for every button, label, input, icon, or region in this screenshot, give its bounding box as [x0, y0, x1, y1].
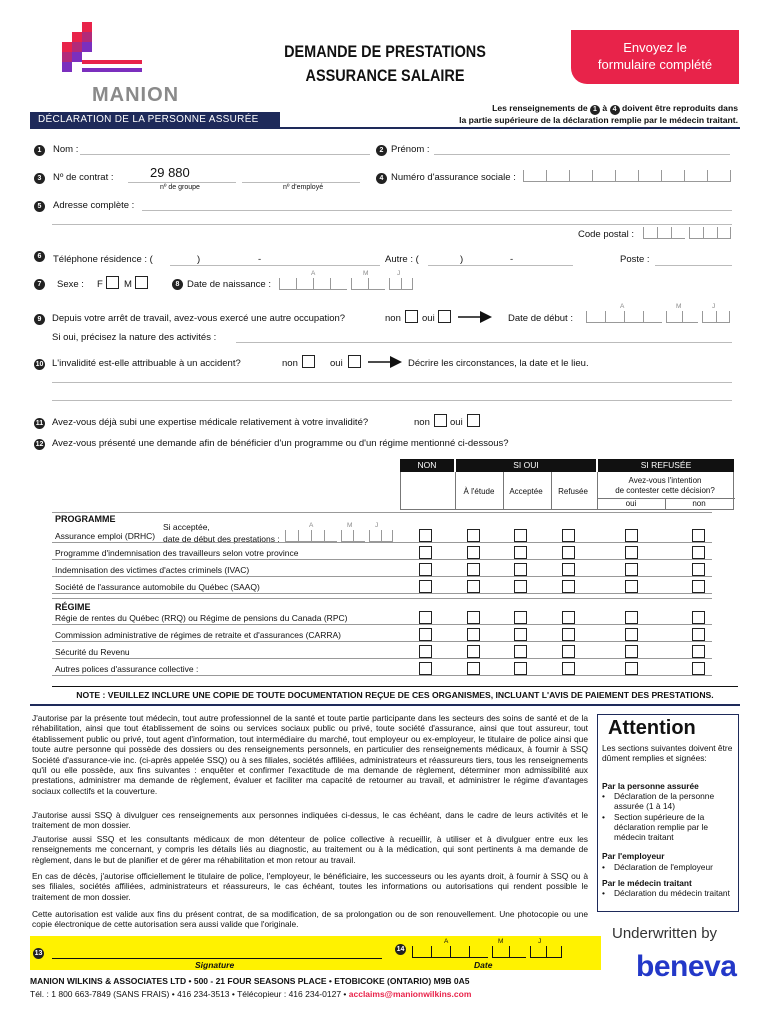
contrat-label: Nº de contrat :	[53, 172, 114, 183]
table-checkbox-etude[interactable]	[467, 628, 480, 641]
footer-contact	[30, 989, 471, 999]
contrat-value: 29 880	[150, 165, 190, 180]
table-checkbox-contest-oui[interactable]	[625, 529, 638, 542]
date-m: M	[498, 938, 504, 945]
regime-rule	[52, 598, 712, 599]
manion-wordmark: MANION	[92, 84, 180, 106]
nom-label: Nom :	[53, 144, 79, 155]
tel-field[interactable]	[170, 265, 380, 266]
table-checkbox-etude[interactable]	[467, 611, 480, 624]
auth-para-2: J'autorise aussi SSQ à divulguer ces renseignements aux personnes indiquées ci-dessus, le cas échéant, dans le cadre de leurs activités et le traitement de mon dossier.	[32, 810, 588, 831]
table-row	[52, 559, 712, 560]
attention-s2a: Déclaration de l'employeur	[614, 862, 713, 872]
date-debut-label: Date de début :	[508, 313, 573, 324]
table-row	[52, 542, 712, 543]
tel-dash: -	[258, 254, 262, 265]
table-checkbox-contest-non[interactable]	[692, 662, 705, 675]
send-form-banner	[571, 30, 739, 84]
sexe-f-label: F	[97, 279, 103, 290]
form-title-line1: DEMANDE DE PRESTATIONS	[284, 42, 486, 61]
section-rule	[30, 127, 740, 129]
q11-label: Avez-vous déjà subi une expertise médicale relativement à votre invalidité?	[52, 417, 369, 428]
table-checkbox-refusee[interactable]	[562, 563, 575, 576]
note-text: NOTE : VEUILLEZ INCLURE UNE COPIE DE TOUTE DOCUMENTATION REÇUE DE CES ORGANISMES, INCLUANT L'AVIS DE PAIEMENT DES PRESTATIONS.	[76, 690, 714, 700]
table-checkbox-non[interactable]	[419, 580, 432, 593]
q9-non-label: non	[385, 313, 401, 324]
table-checkbox-contest-oui[interactable]	[625, 611, 638, 624]
table-checkbox-contest-oui[interactable]	[625, 563, 638, 576]
date-debut-field[interactable]	[586, 303, 730, 323]
table-checkbox-refusee[interactable]	[562, 529, 575, 542]
header-note-part1: Les renseignements de	[492, 103, 588, 113]
si-acceptee-label: Si acceptée,	[163, 522, 210, 532]
q9b-label: Si oui, précisez la nature des activités :	[52, 332, 217, 343]
footer-email[interactable]: acclaims@manionwilkins.com	[348, 989, 472, 999]
table-checkbox-acceptee[interactable]	[514, 529, 527, 542]
sexe-m-checkbox[interactable]	[135, 276, 148, 289]
q10-non-checkbox[interactable]	[302, 355, 315, 368]
table-row-label: Société de l'assurance automobile du Québec (SAAQ)	[55, 582, 260, 592]
table-checkbox-non[interactable]	[419, 546, 432, 559]
adresse-field-1[interactable]	[142, 210, 732, 211]
table-checkbox-contest-non[interactable]	[692, 546, 705, 559]
num-3: 3	[34, 173, 45, 184]
num-8: 8	[172, 279, 183, 290]
sexe-m-label: M	[124, 279, 132, 290]
table-checkbox-contest-non[interactable]	[692, 645, 705, 658]
table-checkbox-acceptee[interactable]	[514, 662, 527, 675]
poste-label: Poste :	[620, 254, 650, 265]
table-row	[52, 593, 712, 594]
naissance-m: M	[363, 270, 369, 277]
table-row-label: Commission administrative de régimes de retraite et d'assurances (CARRA)	[55, 630, 342, 640]
form-title-line2: ASSURANCE SALAIRE	[305, 66, 465, 85]
table-head-refusee: SI REFUSÉE	[598, 459, 734, 472]
q9b-field[interactable]	[236, 342, 732, 343]
table-checkbox-acceptee[interactable]	[514, 563, 527, 576]
header-note-num2: 4	[610, 105, 620, 115]
prenom-label: Prénom :	[391, 144, 430, 155]
employe-field[interactable]	[242, 182, 360, 183]
arrow-right-icon	[458, 311, 492, 325]
arrow-right-icon	[368, 356, 402, 370]
code-postal-field[interactable]	[643, 227, 731, 239]
table-checkbox-contest-oui[interactable]	[625, 580, 638, 593]
attention-s1a: Déclaration de la personne assurée (1 à 14)	[614, 791, 715, 812]
table-checkbox-refusee[interactable]	[562, 628, 575, 641]
table-checkbox-acceptee[interactable]	[514, 628, 527, 641]
date-a: A	[444, 938, 449, 945]
autre-label: Autre : (	[385, 254, 419, 265]
q10-non-label: non	[282, 358, 298, 369]
poste-field[interactable]	[655, 265, 732, 266]
q9-oui-checkbox[interactable]	[438, 310, 451, 323]
naissance-a: A	[311, 270, 316, 277]
q11-non-label: non	[414, 417, 430, 428]
note-bottom-rule	[30, 704, 740, 706]
header-note-line2: la partie supérieure de la déclaration remplie par le médecin traitant.	[459, 115, 738, 125]
table-checkbox-acceptee[interactable]	[514, 645, 527, 658]
q10-oui-label: oui	[330, 358, 343, 369]
code-postal-label: Code postal :	[578, 229, 634, 240]
table-checkbox-etude[interactable]	[467, 662, 480, 675]
header-note-a: à	[602, 103, 608, 113]
table-checkbox-contest-non[interactable]	[692, 611, 705, 624]
table-row	[52, 658, 712, 659]
beneva-logo: beneva	[636, 950, 737, 983]
nas-label: Numéro d'assurance sociale :	[391, 172, 516, 183]
num-7: 7	[34, 279, 45, 290]
table-checkbox-refusee[interactable]	[562, 662, 575, 675]
num-2: 2	[376, 145, 387, 156]
table-checkbox-non[interactable]	[419, 563, 432, 576]
prest-j: J	[375, 522, 379, 529]
signature-field[interactable]	[52, 958, 382, 959]
date-debut-m: M	[676, 303, 682, 310]
table-checkbox-contest-non[interactable]	[692, 628, 705, 641]
num-4: 4	[376, 173, 387, 184]
table-checkbox-acceptee[interactable]	[514, 546, 527, 559]
attention-s2: Par l'employeur	[602, 851, 665, 861]
groupe-caption: nº de groupe	[160, 184, 200, 191]
underwritten-label: Underwritten by	[612, 925, 718, 942]
table-checkbox-etude[interactable]	[467, 645, 480, 658]
date-j: J	[538, 938, 542, 945]
bullet-icon: •	[602, 791, 605, 801]
attention-intro: Les sections suivantes doivent être dûment remplies et signées:	[602, 743, 733, 764]
col-refusee: Refusée	[558, 487, 588, 496]
table-row	[52, 675, 712, 676]
col-intent-2: de contester cette décision?	[615, 486, 715, 495]
table-checkbox-etude[interactable]	[467, 580, 480, 593]
auth-para-5: Cette autorisation est valide aux fins du présent contrat, de sa modification, de sa prolongation ou de son renouvellement. Une photocopie ou une copie électronique de cette autorisation sera aussi valide que l'originale.	[32, 909, 588, 930]
send-form-line1: Envoyez le	[623, 40, 687, 55]
table-checkbox-non[interactable]	[419, 529, 432, 542]
table-head-non: NON	[400, 459, 454, 472]
programme-heading: PROGRAMME	[55, 514, 116, 524]
prest-a: A	[309, 522, 314, 529]
date-debut-a: A	[620, 303, 625, 310]
footer-address: MANION WILKINS & ASSOCIATES LTD • 500 - 21 FOUR SEASONS PLACE • ETOBICOKE (ONTARIO) M9B 0A5	[30, 976, 470, 986]
prenom-field[interactable]	[434, 154, 730, 155]
table-row	[52, 641, 712, 642]
attention-s1: Par la personne assurée	[602, 781, 699, 791]
col-non: non	[692, 499, 706, 508]
table-checkbox-non[interactable]	[419, 645, 432, 658]
table-checkbox-refusee[interactable]	[562, 580, 575, 593]
groupe-field[interactable]	[128, 182, 236, 183]
auth-para-1: J'autorise par la présente tout médecin, tout autre professionnel de la santé et toute partie participante dans les secteurs des soins de santé et de la réhabilitation, ainsi que tout établissement de soins ou services sociaux public ou privé, toute société d'assurance, ainsi que tout assureur, tout établissement public ou privé, tout agent d'information, tout intermédiaire du marché, tout employeur ou ex-employeur, le titulaire de police ainsi que toute autre personne qui possède des dossiers ou des renseignements personnels, en particulier des renseignements médicaux, à fournir à SSQ Société d'assurance-vie inc. (ci-après appelée SSQ) ou à ses filiales, sociétés affiliées, administrateurs et réassureurs tiers, tous les renseignements qu'il ou elle possède, aux fins suivantes : enquêter et confirmer l'exactitude de ma demande de règlement, déterminer mon admissibilité aux prestations, administrer ma demande de règlement, évaluer et faciliter ma capacité de retourner au travail, et administrer le régime d'avantages sociaux collectifs et la couverture.	[32, 713, 588, 796]
table-row-label: Régie de rentes du Québec (RRQ) ou Régime de pensions du Canada (RPC)	[55, 613, 348, 623]
num-9: 9	[34, 314, 45, 325]
attention-s3a: Déclaration du médecin traitant	[614, 888, 730, 898]
table-checkbox-etude[interactable]	[467, 529, 480, 542]
naissance-label: Date de naissance :	[187, 279, 271, 290]
table-checkbox-contest-oui[interactable]	[625, 546, 638, 559]
autre-field[interactable]	[428, 265, 573, 266]
table-checkbox-refusee[interactable]	[562, 611, 575, 624]
q11-oui-label: oui	[450, 417, 463, 428]
table-row-label: Programme d'indemnisation des travailleurs selon votre province	[55, 548, 299, 558]
num-10: 10	[35, 361, 44, 368]
q11-oui-checkbox[interactable]	[467, 414, 480, 427]
nas-field[interactable]	[523, 170, 731, 182]
send-form-line2: formulaire complété	[597, 57, 713, 72]
table-row-label: Sécurité du Revenu	[55, 647, 130, 657]
sexe-label: Sexe :	[57, 279, 84, 290]
table-checkbox-etude[interactable]	[467, 546, 480, 559]
col-acceptee: Acceptée	[509, 487, 543, 496]
table-head-sioui: SI OUI	[456, 459, 596, 472]
nom-field[interactable]	[80, 154, 370, 155]
bullet-icon: •	[602, 888, 605, 898]
q9-oui-label: oui	[422, 313, 435, 324]
num-1: 1	[34, 145, 45, 156]
table-checkbox-contest-non[interactable]	[692, 529, 705, 542]
num-6: 6	[34, 251, 45, 262]
table-row-label: Assurance emploi (DRHC)	[55, 531, 156, 541]
table-checkbox-non[interactable]	[419, 628, 432, 641]
header-note-part2: doivent être reproduits dans	[621, 103, 738, 113]
q11-non-checkbox[interactable]	[434, 414, 447, 427]
adresse-label: Adresse complète :	[53, 200, 135, 211]
footer-phones: Tél. : 1 800 663-7849 (SANS FRAIS) • 416 234-3513 • Télécopieur : 416 234-0127 •	[30, 989, 347, 999]
table-checkbox-acceptee[interactable]	[514, 611, 527, 624]
q10-field-1[interactable]	[52, 382, 732, 383]
table-checkbox-contest-non[interactable]	[692, 580, 705, 593]
num-13: 13	[34, 950, 43, 957]
q10-field-2[interactable]	[52, 400, 732, 401]
q9-non-checkbox[interactable]	[405, 310, 418, 323]
tel-close: )	[197, 254, 201, 265]
date-field[interactable]	[412, 938, 562, 958]
table-checkbox-contest-oui[interactable]	[625, 662, 638, 675]
programme-rule	[52, 512, 712, 513]
header-note	[420, 103, 738, 126]
note-rule	[52, 686, 738, 687]
num-14: 14	[396, 946, 405, 953]
table-row	[52, 576, 712, 577]
sexe-f-checkbox[interactable]	[106, 276, 119, 289]
table-checkbox-contest-oui[interactable]	[625, 628, 638, 641]
auth-para-3: J'autorise aussi SSQ et les consultants médicaux de mon détenteur de police collective à recueillir, à utiliser et à divulguer entre eux les renseignements me concernant, y compris les détails liés au diagnostic, au traitement ou à la médication, qui sont pertinents à ma demande de règlement, dans le but de planifier et de gérer ma réhabilitation et mon retour au travail.	[32, 834, 588, 865]
auth-para-4: En cas de décès, j'autorise officiellement le titulaire de police, l'employeur, le bénéficiaire, les successeurs ou les ayants droit, à fournir à SSQ ou à ses filiales, sociétés affiliées, administrateurs et réassureurs, le cas échéant, toutes les informations ou autorisations qui rendent possible le traitement de mon dossier.	[32, 871, 588, 902]
table-checkbox-etude[interactable]	[467, 563, 480, 576]
signature-caption: Signature	[195, 960, 235, 970]
section-title: DÉCLARATION DE LA PERSONNE ASSURÉE	[30, 112, 280, 128]
autre-dash: -	[510, 254, 514, 265]
num-12: 12	[35, 441, 44, 448]
adresse-field-2[interactable]	[52, 224, 732, 225]
table-checkbox-refusee[interactable]	[562, 645, 575, 658]
col-intent-1: Avez-vous l'intention	[628, 476, 702, 485]
num-11: 11	[35, 420, 44, 427]
table-row-label: Autres polices d'assurance collective :	[55, 664, 199, 674]
naissance-field[interactable]	[279, 270, 413, 290]
naissance-j: J	[397, 270, 401, 277]
prest-m: M	[347, 522, 353, 529]
table-row-label: Indemnisation des victimes d'actes criminels (IVAC)	[55, 565, 250, 575]
table-checkbox-non[interactable]	[419, 662, 432, 675]
regime-heading: RÉGIME	[55, 602, 91, 612]
attention-box	[597, 714, 739, 912]
table-checkbox-non[interactable]	[419, 611, 432, 624]
bullet-icon: •	[602, 812, 605, 822]
table-checkbox-contest-oui[interactable]	[625, 645, 638, 658]
num-5: 5	[34, 201, 45, 212]
q9-label: Depuis votre arrêt de travail, avez-vous exercé une autre occupation?	[52, 313, 346, 324]
date-debut-prest-field[interactable]	[285, 522, 393, 542]
q10b-label: Décrire les circonstances, la date et le lieu.	[408, 358, 589, 369]
q10-oui-checkbox[interactable]	[348, 355, 361, 368]
q10-label: L'invalidité est-elle attribuable à un accident?	[52, 358, 241, 369]
table-row	[52, 624, 712, 625]
table-checkbox-refusee[interactable]	[562, 546, 575, 559]
col-oui: oui	[625, 499, 637, 508]
bullet-icon: •	[602, 862, 605, 872]
employe-caption: nº d'employé	[283, 184, 324, 191]
header-note-num1: 1	[590, 105, 600, 115]
table-checkbox-acceptee[interactable]	[514, 580, 527, 593]
date-debut-prest-label: date de début des prestations :	[163, 534, 280, 544]
date-debut-j: J	[712, 303, 716, 310]
attention-s3: Par le médecin traitant	[602, 878, 692, 888]
tel-label: Téléphone résidence : (	[53, 254, 153, 265]
date-caption: Date	[474, 960, 493, 970]
col-etude: À l'étude	[463, 487, 495, 496]
attention-s1b: Section supérieure de la déclaration remplie par le médecin traitant	[614, 812, 709, 843]
attention-title: Attention	[608, 717, 696, 739]
autre-close: )	[460, 254, 464, 265]
q12-label: Avez-vous présenté une demande afin de bénéficier d'un programme ou d'un régime mentionné ci-dessous?	[52, 438, 509, 449]
table-checkbox-contest-non[interactable]	[692, 563, 705, 576]
